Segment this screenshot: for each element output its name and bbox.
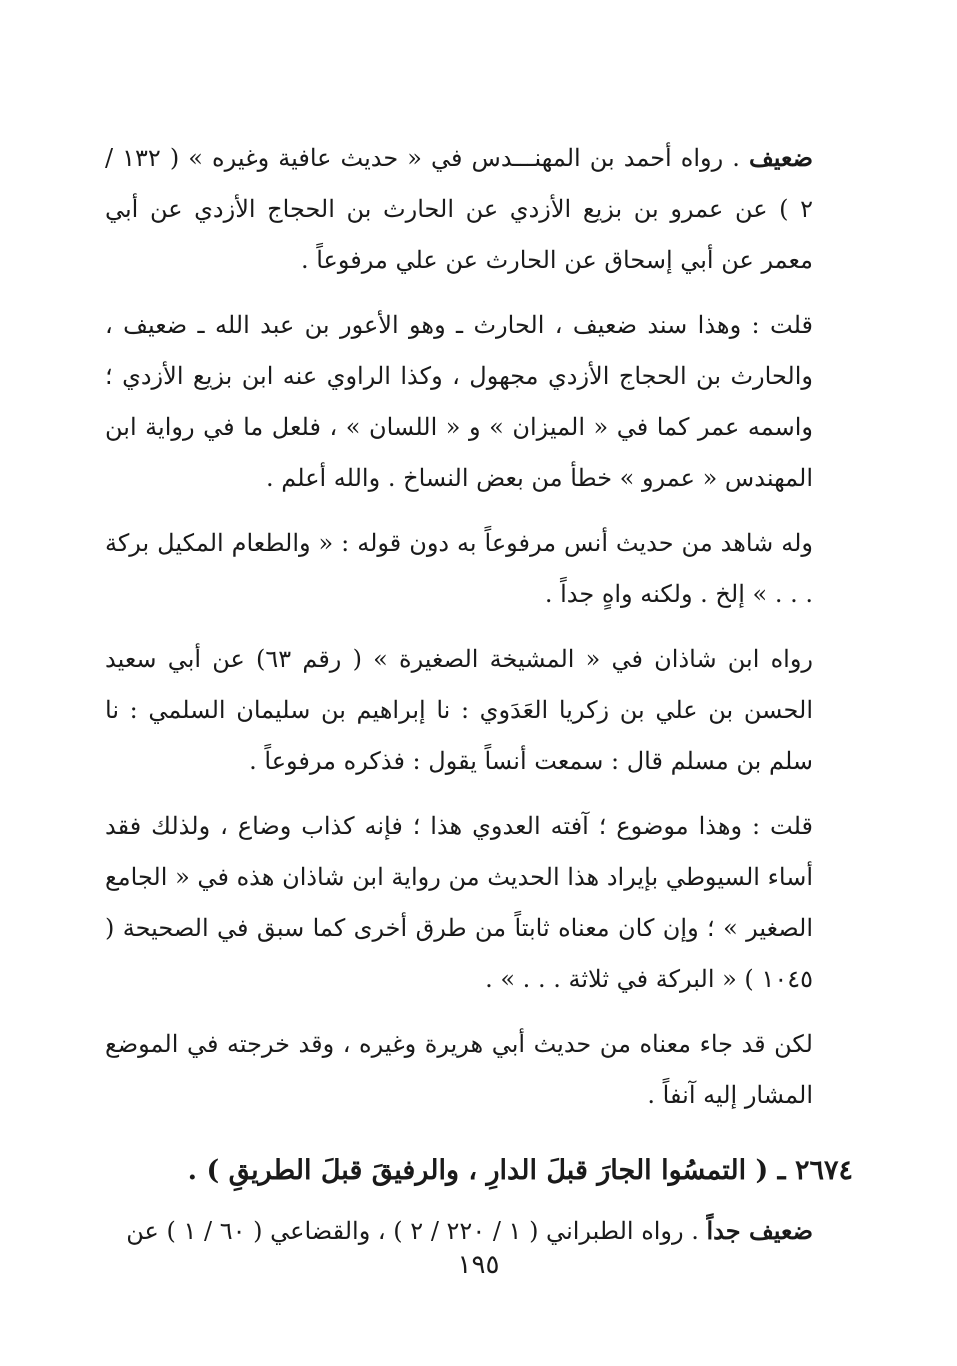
paragraph-3: وله شاهد من حديث أنس مرفوعاً به دون قوله : « والطعام المكيل بركة . . . » إلخ . ولكنه واهٍ جداً . <box>105 529 813 608</box>
paragraph-4: رواه ابن شاذان في « المشيخة الصغيرة » ( رقم ٦٣) عن أبي سعيد الحسن بن علي بن زكريا العَدَوي : نا إبراهيم بن سليمان السلمي : نا سلم بن مسلم قال : سمعت أنساً يقول : فذكره مرفوعاً . <box>105 645 813 775</box>
page-number: ١٩٥ <box>457 1250 500 1280</box>
paragraph-6: لكن قد جاء معناه من حديث أبي هريرة وغيره ، وقد خرجته في الموضع المشار إليه آنفاً . <box>105 1030 813 1109</box>
grade-label: ضعيف جداً <box>706 1216 813 1245</box>
paragraph-text: . رواه الطبراني ( ١ / ٢٢٠ / ٢ ) ، والقضاعي ( ٦٠ / ١ ) عن <box>126 1217 707 1245</box>
paragraph-5: قلت : وهذا موضوع ؛ آفته العدوي هذا ؛ فإنه كذاب وضاع ، ولذلك فقد أساء السيوطي بإيراد هذا الحديث من رواية ابن شاذان هذه في « الجامع الصغير » ؛ وإن كان معناه ثابتاً من طرق أخرى كما سبق في الصحيحة ( ١٠٤٥ ) « البركة في ثلاثة . . . » . <box>105 812 813 993</box>
paragraph-text: . رواه أحمد بن المهنـــدس في « حديث عافية وغيره » ( ١٣٢ / ٢ ) عن عمرو بن بزيع الأزدي عن الحارث بن الحجاج الأزدي عن أبي معمر عن أبي إسحاق عن الحارث عن علي مرفوعاً . <box>105 144 813 274</box>
page-body <box>105 132 853 1271</box>
grade-label: ضعيف <box>748 143 813 172</box>
paragraph-1 <box>105 132 853 286</box>
hadith-text: ـ ( التمسُوا الجارَ قبلَ الدارِ ، والرفيقَ قبلَ الطريقِ ) . <box>187 1155 795 1186</box>
hadith-heading <box>105 1143 853 1199</box>
paragraph-2: قلت : وهذا سند ضعيف ، الحارث ـ وهو الأعور بن عبد الله ـ ضعيف ، والحارث بن الحجاج الأزدي مجهول ، وكذا الراوي عنه ابن بزيع الأزدي ؛ واسمه عمر كما في « الميزان » و « اللسان » ، فلعل ما في رواية ابن المهندس « عمرو » خطأ من بعض النساخ . والله أعلم . <box>105 311 813 492</box>
hadith-number: ٢٦٧٤ <box>794 1155 853 1186</box>
